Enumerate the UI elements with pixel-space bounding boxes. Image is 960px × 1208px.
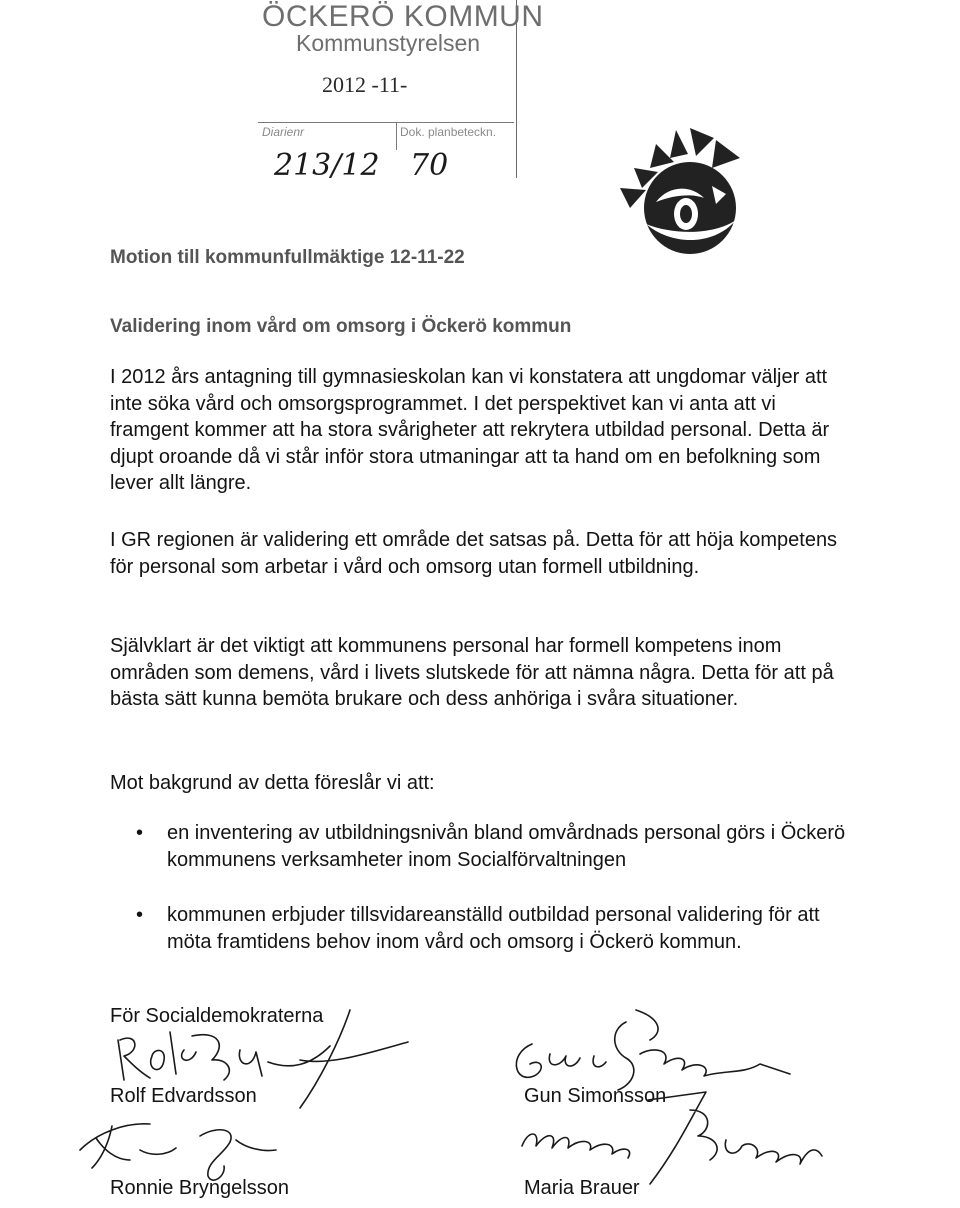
stamp-department: Kommunstyrelsen [296,30,481,56]
signature-gun-simonsson [516,1010,790,1090]
proposal-intro: Mot bakgrund av detta föreslår vi att: [110,772,435,794]
list-item-text: kommunen erbjuder tillsvidareanställd outbildad personal validering för att möta framtidens behov inom vård och omsorg i Öckerö kommun. [167,904,820,953]
signature-ronnie-bryngelsson [80,1124,276,1180]
body-paragraph: Självklart är det viktigt att kommunens personal har formell kompetens inom områden som demens, vård i livets slutskede för att nämna några. Detta för att på bästa sätt kunna bemöta brukare och dess anhöriga i svåra situationer. [110,635,834,710]
document-heading: Validering inom vård om omsorg i Öckerö kommun [110,316,572,337]
stamp-planbeteckning-label: Dok. planbeteckn. [400,125,497,139]
bullet-marker: • [136,822,144,844]
body-paragraph: I GR regionen är validering ett område det satsas på. Detta för att höja kompetens för personal som arbetar i vård och omsorg utan formell utbildning. [110,529,838,578]
stamp-divider [258,122,514,123]
document-title: Motion till kommunfullmäktige 12-11-22 [110,247,465,268]
signatory-name: Rolf Edvardsson [110,1085,257,1107]
list-item-text: en inventering av utbildningsnivån bland omvårdnads personal görs i Öckerö kommunens verksamheter inom Socialförvaltningen [167,822,846,871]
stamp-date: 2012 -11- [322,72,408,97]
bullet-marker: • [136,904,144,926]
received-stamp [258,0,544,183]
signature-party-label: För Socialdemokraterna [110,1005,324,1027]
stamp-diarienr-value: 213/12 [274,148,380,183]
stamp-number-value: 70 [410,148,449,183]
stamp-column-divider [396,122,397,150]
stamp-diarienr-label: Diarienr [262,125,305,139]
signatory-name: Maria Brauer [524,1177,640,1199]
body-paragraph: I 2012 års antagning till gymnasieskolan kan vi konstatera att ungdomar väljer att inte söka vård och omsorgsprogrammet. I det perspektivet kan vi anta att vi framgent kommer att ha stora svårigheter att rekrytera utbildad personal. Detta är djupt oroande då vi står inför stora utmaningar att ta hand om en befolkning som lever allt längre. [110,366,830,494]
rose-logo-icon [616,128,764,258]
signatory-name: Gun Simonsson [524,1085,667,1107]
stamp-organization: ÖCKERÖ KOMMUN [262,0,544,33]
signatory-name: Ronnie Bryngelsson [110,1177,289,1199]
